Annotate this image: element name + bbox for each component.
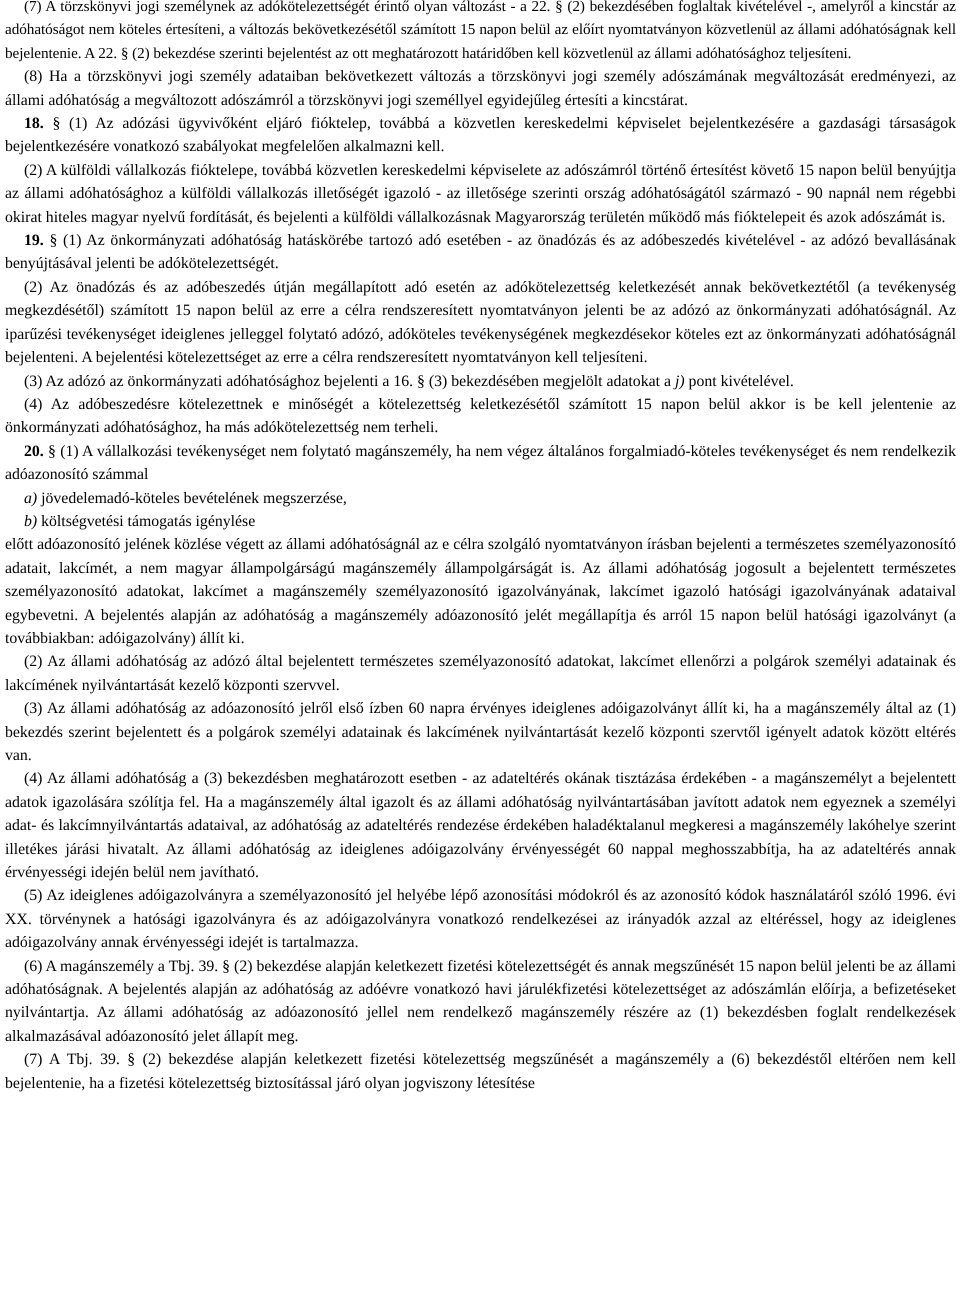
paragraph-text: (2) Az állami adóhatóság az adózó által bejelentett természetes személyazonosító adatokat, lakcímet ellenőrzi a polgárok személyi adatainak és lakcímének nyilvántartását kezelő központi szervvel. <box>5 653 956 694</box>
section-18-paragraph-1 <box>5 112 956 159</box>
paragraph-text: előtt adóazonosító jelének közlése végett az állami adóhatóságnál az e célra szolgáló nyomtatványon írásban bejelenti a természetes személyazonosító adatait, lakcímét, a nem magyar állampolgárságú magánszemély állampolgárságát is. Az állami adóhatóság jogosult a bejelentett természetes személyazonosító adatokat, lakcímet a magánszemély személyazonosító igazolványának, lakcímet igazoló hatósági igazolványának adataival egybevetni. A bejelentés alapján az adóhatóság a magánszemély adóazonosító jelét megállapítja és arról 15 napon belül hatósági igazolványt (a továbbiakban: adóigazolvány) állít ki. <box>5 536 956 647</box>
section-20-paragraph-2 <box>5 650 956 697</box>
paragraph-text: (5) Az ideiglenes adóigazolványra a személyazonosító jel helyébe lépő azonosítási módokról és az azonosító kódok használatáról szóló 1996. évi XX. törvénynek a hatósági igazolványra és az adóigazolványra vonatkozó rendelkezései az irányadók azzal az eltéréssel, hogy az ideiglenes adóigazolvány annak érvényességi idejét is tartalmazza. <box>5 887 956 952</box>
section-19-paragraph-4 <box>5 393 956 440</box>
paragraph-text: (7) A törzskönyvi jogi személynek az adókötelezettségét érintő olyan változást - a 22. § (2) bekezdésében foglaltak kivételével -, amelyről a kincstár az adóhatóságot nem köteles értesíteni, a változás bekövetkezésétől számított 15 napon belül az előírt nyomtatványon közvetlenül az állami adóhatóságnak kell bejelentenie. A 22. § (2) bekezdése szerinti bejelentést az ott meghatározott határidőben kell közvetlenül az állami adóhatósághoz teljesíteni. <box>5 0 956 62</box>
paragraph-text: pont kivételével. <box>688 372 794 390</box>
list-item-b <box>5 510 956 533</box>
paragraph-text: (3) Az adózó az önkormányzati adóhatósághoz bejelenti a 16. § (3) bekezdésében megjelölt adatokat a <box>24 372 671 390</box>
section-20-paragraph-6 <box>5 955 956 1049</box>
paragraph-text: (4) Az állami adóhatóság a (3) bekezdésben meghatározott esetben - az adateltérés okának tisztázása érdekében - a magánszemélyt a bejelentett adatok igazolására szólítja fel. Ha a magánszemély által igazolt és az állami adóhatóság nyilvántartásában javított adatok nem egyeznek a személyi adat- és lakcímnyilvántartás adataival, az adóhatóság az adateltérés rendezése érdekében haladéktalanul megkeresi a magánszemély lakóhelye szerint illetékes járási hivatalt. Az állami adóhatóság az ideiglenes adóigazolvány érvényességét 60 nappal meghosszabbítja, ha az adateltérés annak érvényességi idején belül nem javítható. <box>5 770 956 882</box>
point-reference: j) <box>674 372 685 390</box>
paragraph-7-first <box>5 0 956 65</box>
section-number: 19. <box>24 232 44 250</box>
section-19-paragraph-1 <box>5 229 956 276</box>
section-19-paragraph-2 <box>5 276 956 370</box>
section-20-paragraph-7 <box>5 1048 956 1095</box>
paragraph-text: (4) Az adóbeszedésre kötelezettnek e minőségét a kötelezettség keletkezésétől számított 15 napon belül akkor is be kell jelentenie az önkormányzati adóhatósághoz, ha más adókötelezettség nem terheli. <box>5 395 956 437</box>
document-page <box>5 0 956 1304</box>
section-19-paragraph-3 <box>5 370 956 393</box>
paragraph-text: (8) Ha a törzskönyvi jogi személy adataiban bekövetkezett változás a törzskönyvi jogi személy adószámának megváltozását eredményezi, az állami adóhatóság a megváltozott adószámról a törzskönyvi jogi személlyel egyidejűleg értesíti a kincstárat. <box>5 68 956 109</box>
list-item-a <box>5 487 956 510</box>
section-number: 20. <box>24 442 44 460</box>
list-item-label: a) <box>24 489 38 507</box>
section-18-paragraph-2 <box>5 159 956 229</box>
paragraph-text: (6) A magánszemély a Tbj. 39. § (2) bekezdése alapján keletkezett fizetési kötelezettségét és annak megszűnését 15 napon belül jelenti be az állami adóhatóságnak. A bejelentés alapján az adóhatóság az adóévre vonatkozó havi járulékfizetési kötelezettséget az adószámlán előírja, a befizetéseket nyilvántartja. Az állami adóhatóság az adóazonosító jellel nem rendelkező magánszemély részére az (1) bekezdésben foglalt rendelkezések alkalmazásával adóazonosító jelet állapít meg. <box>5 957 956 1045</box>
section-20-paragraph-5 <box>5 884 956 954</box>
section-20-paragraph-3 <box>5 697 956 767</box>
paragraph-text: (2) A külföldi vállalkozás fióktelepe, továbbá közvetlen kereskedelmi képviselete az adószámról történő értesítést követő 15 napon belül benyújtja az állami adóhatósághoz a külföldi vállalkozás illetőségét igazoló - az illetősége szerinti ország adóhatóságától származó - 90 napnál nem régebbi okirat hiteles magyar nyelvű fordítását, és bejelenti a külföldi vállalkozásnak Magyarország területén működő más fióktelepeit és azok adószámát is. <box>5 161 956 226</box>
list-item-text: jövedelemadó-köteles bevételének megszerzése, <box>41 489 347 507</box>
section-20-paragraph-1 <box>5 440 956 487</box>
section-number: 18. <box>24 115 44 133</box>
paragraph-text: (2) Az önadózás és az adóbeszedés útján megállapított adó esetén az adókötelezettség keletkezését annak bekövetkeztétől (a tevékenység megkezdésétől) számított 15 napon belül az erre a célra rendszeresített nyomtatványon jelenti be az adózó az önkormányzati adóhatóságnál. Az iparűzési tevékenységet ideiglenes jelleggel folytató adózó, adóköteles tevékenységének megkezdésekor köteles ezt az önkormányzati adóhatóságnál bejelenteni. A bejelentési kötelezettséget az erre a célra rendszeresített nyomtatványon kell teljesíteni. <box>5 278 956 367</box>
paragraph-text: (7) A Tbj. 39. § (2) bekezdése alapján keletkezett fizetési kötelezettség megszűnését a magánszemély a (6) bekezdéstől eltérően nem kell bejelentenie, ha a fizetési kötelezettség biztosítással járó olyan jogviszony létesítése <box>5 1051 956 1092</box>
paragraph-text: § (1) A vállalkozási tevékenységet nem folytató magánszemély, ha nem végez általános forgalmiadó-köteles tevékenységet és nem rendelkezik adóazonosító számmal <box>5 442 956 484</box>
section-20-paragraph-4 <box>5 767 956 884</box>
paragraph-8 <box>5 65 956 112</box>
paragraph-text: § (1) Az adózási ügyvivőként eljáró fióktelep, továbbá a közvetlen kereskedelmi képviselet bejelentkezésére a gazdasági társaságok bejelentkezésére vonatkozó szabályokat megfelelően alkalmazni kell. <box>5 115 956 156</box>
list-item-label: b) <box>24 512 38 530</box>
paragraph-text: § (1) Az önkormányzati adóhatóság hatáskörébe tartozó adó esetében - az önadózás és az adóbeszedés kivételével - az adózó bevallásának benyújtásával jelenti be adókötelezettségét. <box>5 232 956 273</box>
paragraph-text: (3) Az állami adóhatóság az adóazonosító jelről első ízben 60 napra érvényes ideiglenes adóigazolványt állít ki, ha a magánszemély által az (1) bekezdés szerint bejelentett és a polgárok személyi adatainak és lakcímének nyilvántartását kezelő központi szervtől igényelt adatok között eltérés van. <box>5 700 956 764</box>
list-item-text: költségvetési támogatás igénylése <box>41 512 256 530</box>
section-20-continuation <box>5 533 956 650</box>
